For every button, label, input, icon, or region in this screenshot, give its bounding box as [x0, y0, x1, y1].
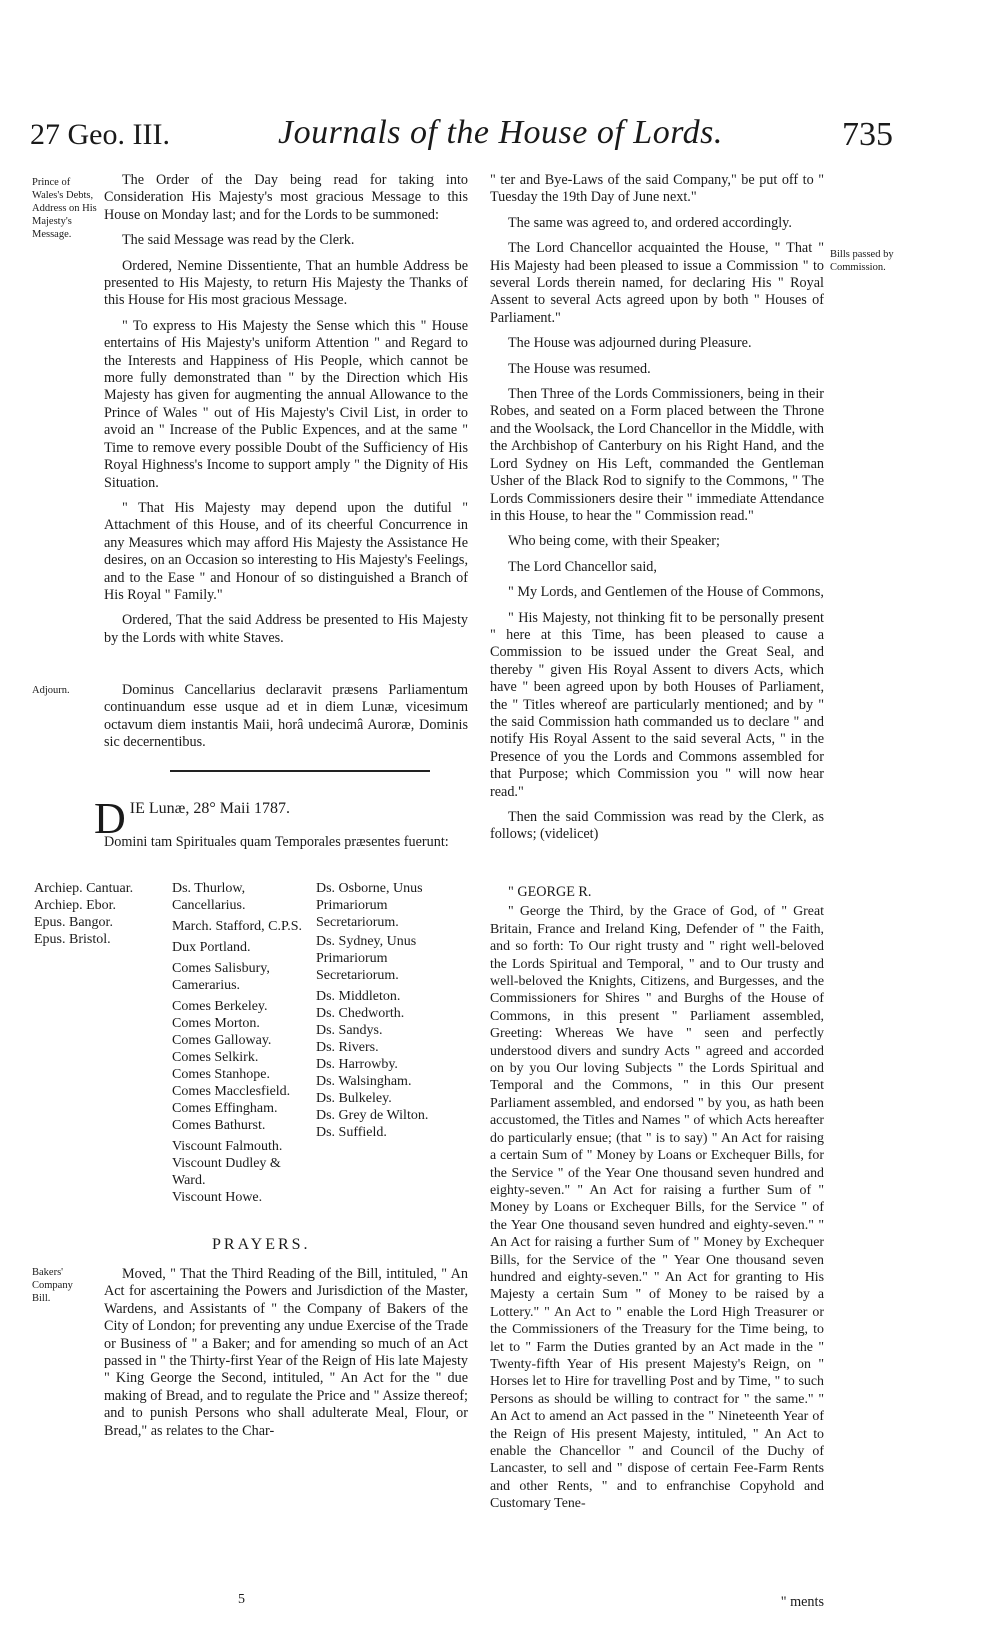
peer-name: Comes Morton.: [172, 1016, 260, 1031]
paragraph: The Lord Chancellor acquainted the House, " That " His Majesty had been pleased to issue a Commission " to several Lords therein named, for declaring His " Royal Assent to several Acts agreed upon by both " Houses of Parliament.": [490, 240, 824, 326]
paragraph: The Order of the Day being read for taking into Consideration His Majesty's most gracious Message to this House on Monday last; and for the Lords to be summoned:: [104, 172, 468, 223]
peer-name: Viscount Falmouth.: [172, 1139, 283, 1154]
peer-name: Ds. Thurlow, Cancellarius.: [172, 881, 246, 913]
peer-name: Comes Salisbury, Camerarius.: [172, 961, 270, 993]
margin-note-adjourn: Adjourn.: [32, 685, 70, 696]
adjournment-paragraph: [104, 682, 468, 760]
margin-note-bills: Bills passed by Commission.: [830, 249, 894, 273]
page-number: 735: [842, 116, 893, 153]
speech-paragraph: " My Lords, and Gentlemen of the House of Commons,: [508, 584, 824, 601]
peer-name: Ds. Bulkeley.: [316, 1091, 392, 1106]
catchword: " ments: [780, 1594, 824, 1610]
paragraph: The House was adjourned during Pleasure.: [508, 335, 752, 352]
margin-note-prince: Prince of Wales's Debts, Address on His Majesty's Message.: [32, 177, 97, 240]
peer-name: Ds. Rivers.: [316, 1040, 379, 1055]
paragraph: " ter and Bye-Laws of the said Company," be put off to " Tuesday the 19th Day of June next.": [490, 172, 824, 206]
peer-name: Viscount Dudley & Ward.: [172, 1156, 281, 1188]
peer-name: Archiep. Cantuar.: [34, 881, 134, 896]
margin-note-bakers: Bakers' Company Bill.: [32, 1267, 73, 1304]
paragraph: Moved, " That the Third Reading of the Bill, intituled, " An Act for ascertaining the Powers and Jurisdiction of the Master, Wardens, and Assistants of " the Company of Bakers of the City of London; for preventing any undue Exercise of the Trade or Business of " a Baker; and for amending so much of an Act passed in " the Thirty-first Year of the Reign of His late Majesty " King George the Second, intituled, " An Act for the " due making of Bread, and to regulate the Price and " Assize thereof; and to punish Persons who shall adulterate Meal, Flour, or Bread," as relates to the Char-: [104, 1266, 468, 1439]
section-rule: [170, 770, 430, 772]
peer-name: Dux Portland.: [172, 940, 251, 955]
peer-name: Epus. Bristol.: [34, 932, 111, 947]
date-text: IE Lunæ, 28° Maii 1787.: [129, 800, 290, 817]
right-column-top: [490, 172, 824, 852]
peer-name: Ds. Walsingham.: [316, 1074, 412, 1089]
peer-name: Ds. Chedworth.: [316, 1006, 405, 1021]
paragraph: Ordered, That the said Address be presented to His Majesty by the Lords with white Staves.: [104, 612, 468, 646]
peer-name: Ds. Sandys.: [316, 1023, 383, 1038]
paragraph: The said Message was read by the Clerk.: [122, 232, 355, 249]
peer-name: Ds. Harrowby.: [316, 1057, 398, 1072]
prayers-heading: PRAYERS.: [212, 1236, 311, 1253]
peers-list-barons: [316, 880, 466, 1141]
peers-list-nobles: [172, 880, 307, 1206]
peer-name: Ds. Osborne, Unus Primariorum Secretariorum.: [316, 881, 423, 930]
commission-text: [490, 884, 824, 1521]
peer-name: Ds. Grey de Wilton.: [316, 1108, 429, 1123]
paragraph: Dominus Cancellarius declaravit præsens Parliamentum continuandum esse usque ad et in diem Lunæ, vicesimum octavum diem instantis Maii, horâ undecimâ Auroræ, Dominis sic decernentibus.: [104, 682, 468, 751]
paragraph: The House was resumed.: [508, 360, 651, 377]
peer-name: March. Stafford, C.P.S.: [172, 919, 303, 934]
paragraph: Who being come, with their Speaker;: [508, 533, 720, 550]
address-paragraph: " To express to His Majesty the Sense which this " House entertains of His Majesty's uniform Attention " and Regard to the Interests and Happiness of His People, which cannot be more fully demonstrated than " by the Direction which His Majesty has given for augmenting the annual Allowance to the Prince of Wales " out of His Majesty's Civil List, in order to avoid an " Increase of the Public Expences, and at the same " Time to remove every possible Doubt of the Sufficiency of His Royal Highness's Income to support amply " the Dignity of His Situation.: [104, 317, 468, 491]
peer-name: Viscount Howe.: [172, 1190, 263, 1205]
peer-name: Epus. Bangor.: [34, 915, 113, 930]
peer-name: Comes Berkeley.: [172, 999, 268, 1014]
peer-name: Ds. Suffield.: [316, 1125, 387, 1140]
address-paragraph: " That His Majesty may depend upon the dutiful " Attachment of this House, and of its cheerful Concurrence in any Measures which may afford His Majesty the Assistance He desires, on an Occasion so interesting to His Majesty's Feelings, and to the Ease " and Honour of so distinguished a Branch of His Royal " Family.": [104, 499, 468, 603]
paragraph: Ordered, Nemine Dissentiente, That an humble Address be presented to His Majesty, to return His Majesty the Thanks of this House for His most gracious Message.: [104, 257, 468, 309]
date-dropcap: D: [94, 794, 126, 843]
paragraph: Then the said Commission was read by the Clerk, as follows; (videlicet): [490, 809, 824, 843]
paragraph: Then Three of the Lords Commissioners, being in their Robes, and seated on a Form placed between the Throne and the Woolsack, the Lord Chancellor in the Middle, with the Archbishop of Canterbury on his Right Hand, and the Lord Sydney on His Left, commanded the Gentleman Usher of the Black Rod to signify to the Commons, " The Lords Commissioners desire their " immediate Attendance in this House, to hear the " Commission read.": [490, 386, 824, 524]
header-journal-title: Journals of the House of Lords.: [278, 114, 723, 151]
paragraph: Domini tam Spirituales quam Temporales præsentes fuerunt:: [104, 834, 449, 850]
peer-name: Comes Stanhope.: [172, 1067, 270, 1082]
header-regnal-year: 27 Geo. III.: [30, 118, 170, 151]
present-heading: [104, 834, 468, 859]
paragraph: The same was agreed to, and ordered accordingly.: [508, 214, 792, 231]
peer-name: Comes Galloway.: [172, 1033, 272, 1048]
commission-heading: " GEORGE R.: [508, 884, 592, 900]
peer-name: Comes Effingham.: [172, 1101, 278, 1116]
bakers-bill-paragraph: [104, 1266, 468, 1448]
peer-name: Comes Macclesfield.: [172, 1084, 291, 1099]
peer-name: Comes Selkirk.: [172, 1050, 259, 1065]
left-column-top: [104, 172, 468, 655]
peers-list-bishops: [34, 880, 169, 948]
peer-name: Ds. Sydney, Unus Primariorum Secretariorum.: [316, 934, 417, 983]
peer-name: Ds. Middleton.: [316, 989, 401, 1004]
commission-paragraph: " George the Third, by the Grace of God, of " Great Britain, France and Ireland King, Defender of " the Faith, and so forth: To Our right trusty and " right well-beloved the Lords Spiritual and Temporal, " and to Our trusty and well-beloved the Knights, Citizens, and Burgesses, and the Commissioners for Shires " and Burghs of the House of Commons, in this present " Parliament assembled, Greeting: Whereas We have " seen and perfectly understood divers and sundry Acts " agreed and accorded on by you Our loving Subjects " the Lords Spiritual and Temporal and the Commons, " in this Our present Parliament assembled, and endorsed " by you, as hath been accustomed, the Titles and Names " of which Acts hereafter do particularly ensue; (that " is to say) " An Act for raising a certain Sum of " Money by Loans or Exchequer Bills, for the Service " of the Year One thousand seven hundred and eighty-seven." " An Act for raising a further Sum of " Money by Loans or Exchequer Bills, for the Service " of the Year One thousand seven hundred and eighty-seven." " An Act for raising a further Sum of " Money by Exchequer Bills, for the Service of the " Year One thousand seven hundred and eighty-seven." " An Act for granting to His Majesty a certain Sum " of Money to be raised by a Lottery." " An Act to " enable the Lord High Treasurer or the Commissioners of the Treasury for the Time being, to let to " Farm the Duties granted by an Act made in the " Twenty-fifth Year of His present Majesty's Reign, on " Horses let to Hire for travelling Post and by Time, " to such Persons as should be willing to contract for " the same." " An Act to amend an Act passed in the " Nineteenth Year of the Reign of His present Majesty, intituled, " An Act to enable the Chancellor " and Council of the Duchy of Lancaster, to sell and " dispose of certain Fee-Farm Rents and other Rents, " and to enfranchise Copyhold and Customary Tene-: [490, 904, 824, 1512]
speech-paragraph: " His Majesty, not thinking fit to be personally present " here at this Time, has been pleased to cause a Commission to be issued under the Great Seal, and thereby " given His Royal Assent to divers Acts, which have " been agreed upon by both Houses of Parliament, the " Titles whereof are particularly mentioned; and by " the said Commission hath commanded us to declare " and notify His Royal Assent to the said several Acts, " in the Presence of you the Lords and Commons assembled for that Purpose; which Commission you " will now hear read.": [490, 609, 824, 800]
peer-name: Comes Bathurst.: [172, 1118, 266, 1133]
signature-mark: 5: [238, 1592, 245, 1607]
peer-name: Archiep. Ebor.: [34, 898, 117, 913]
paragraph: The Lord Chancellor said,: [508, 558, 657, 575]
